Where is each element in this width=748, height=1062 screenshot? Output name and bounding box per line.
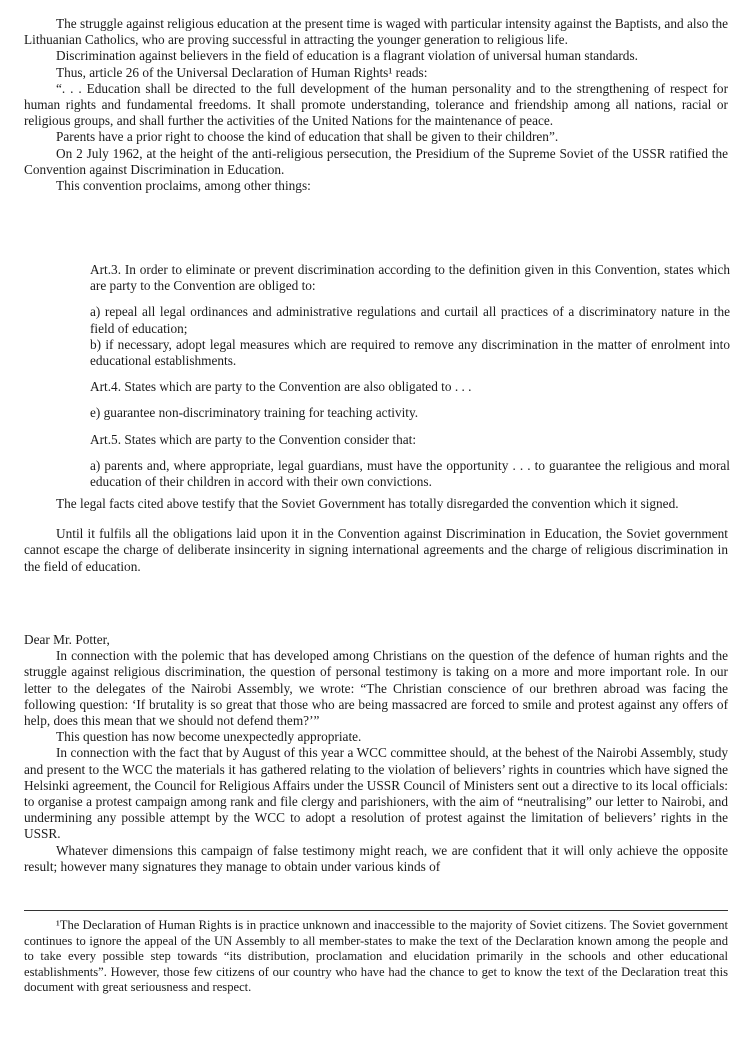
letter-paragraph: This question has now become unexpectedly appropriate.	[56, 729, 362, 745]
article-4e: e) guarantee non-discriminatory training for teaching activity.	[90, 405, 419, 421]
letter-paragraph: In connection with the polemic that has developed among Christians on the question of the defence of human rights and the struggle against religious discrimination, the question of personal testimony is taking on a more and more important role. In our letter to the delegates of the Nairobi Assembly, we wrote: “The Christian conscience of our brethren abroad was facing the following question: ‘If brutality is so great that those who are being massacred are forced to smile and protest against any offers of help, does this mean that we should not defend them?’”	[24, 648, 728, 729]
intro-paragraph: The struggle against religious education at the present time is waged with particular intensity against the Baptists, and also the Lithuanian Catholics, who are proving successful in attracting the younger generation to religious life.	[24, 16, 728, 48]
article-3b: b) if necessary, adopt legal measures which are required to remove any discrimination in the matter of enrolment into educational establishments.	[90, 336, 730, 369]
article-5: Art.5. States which are party to the Convention consider that:	[90, 431, 417, 447]
letter-salutation: Dear Mr. Potter,	[24, 632, 110, 647]
footnote-section	[24, 918, 728, 996]
declaration-quote: “. . . Education shall be directed to the full development of the human personality and to the strengthening of respect for human rights and fundamental freedoms. It shall promote understanding, tolerance and friendship among all nations, racial or religious groups, and shall further the activities of the United Nations for the maintenance of peace.	[24, 80, 728, 129]
article-3: Art.3. In order to eliminate or prevent discrimination according to the definition given in this Convention, states which are party to the Convention are obliged to:	[90, 262, 730, 294]
convention-articles	[90, 262, 730, 490]
letter-paragraph: Whatever dimensions this campaign of false testimony might reach, we are confident that it will only achieve the opposite result; however many signatures they manage to obtain under various kinds of	[24, 842, 728, 874]
article-5a: a) parents and, where appropriate, legal guardians, must have the opportunity . . . to guarantee the religious and moral education of their children in accord with their own convictions.	[90, 457, 730, 490]
intro-paragraph: Thus, article 26 of the Universal Declaration of Human Rights¹ reads:	[56, 64, 428, 80]
intro-paragraph: On 2 July 1962, at the height of the anti-religious persecution, the Presidium of the Supreme Soviet of the USSR ratified the Convention against Discrimination in Education.	[24, 145, 728, 177]
declaration-quote: Parents have a prior right to choose the kind of education that shall be given to their children”.	[56, 129, 559, 145]
letter-paragraph: In connection with the fact that by August of this year a WCC committee should, at the behest of the Nairobi Assembly, study and present to the WCC the materials it has gathered relating to the violation of believers’ rights in countries which have signed the Helsinki agreement, the Council for Religious Affairs under the USSR Council of Ministers sent out a directive to its local officials: to organise a protest campaign among rank and file clergy and parishioners, with the aim of “neutralising” our letter to Nairobi, and undermining any possible attempt by the WCC to adopt a resolution of protest against the limitation of believers’ rights in the USSR.	[24, 745, 728, 842]
conclusion-section	[24, 496, 728, 575]
footnote-text: ¹The Declaration of Human Rights is in practice unknown and inaccessible to the majority of Soviet citizens. The Soviet government continues to ignore the appeal of the UN Assembly to all member-states to make the text of the Declaration known among the people and to take every possible step towards “its distribution, proclamation and elucidation primarily in the schools and other educational establishments”. However, those few citizens of our country who have had the chance to get to know the text of the Declaration treat this document with great seriousness and respect.	[24, 918, 728, 995]
intro-paragraph: Discrimination against believers in the field of education is a flagrant violation of universal human standards.	[56, 48, 638, 64]
intro-section	[24, 16, 728, 194]
article-4: Art.4. States which are party to the Convention are also obligated to . . .	[90, 379, 472, 395]
letter-section	[24, 632, 728, 875]
conclusion-paragraph: The legal facts cited above testify that the Soviet Government has totally disregarded the convention which it signed.	[56, 496, 679, 511]
footnote-divider	[24, 910, 728, 911]
article-3a: a) repeal all legal ordinances and administrative regulations and curtail all practices of a discriminatory nature in the field of education;	[90, 304, 730, 336]
conclusion-paragraph: Until it fulfils all the obligations laid upon it in the Convention against Discrimination in Education, the Soviet government cannot escape the charge of deliberate insincerity in signing international agreements and the charge of religious discrimination in the field of education.	[24, 526, 728, 574]
intro-paragraph: This convention proclaims, among other things:	[56, 178, 311, 194]
